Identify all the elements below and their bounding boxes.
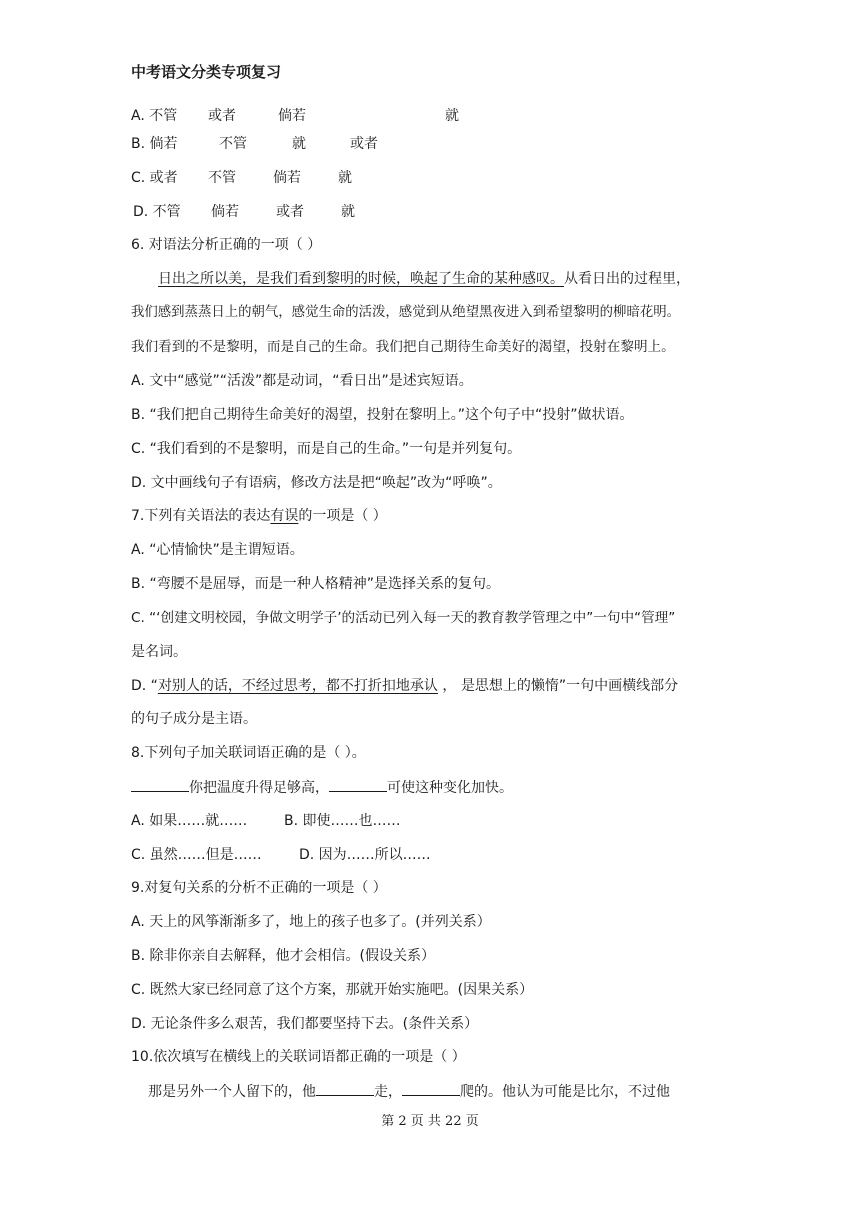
q5-a-word-3: 倘若 bbox=[278, 108, 306, 124]
q5-b-word-1: B. 倘若 bbox=[131, 136, 178, 152]
q10-passage bbox=[148, 1081, 670, 1102]
q6-passage-line-3: 我们看到的不是黎明，而是自己的生命。我们把自己期待生命美好的渴望，投射在黎明上。 bbox=[131, 339, 675, 355]
q9-option-c: C. 既然大家已经同意了这个方案，那就开始实施吧。(因果关系） bbox=[131, 982, 534, 998]
q6-option-b: B. “我们把自己期待生命美好的渴望，投射在黎明上。”这个句子中“投射”做状语。 bbox=[131, 407, 634, 423]
q8-sentence-mid: 你把温度升得足够高， bbox=[189, 780, 329, 796]
q5-a-word-4: 就 bbox=[445, 108, 459, 124]
q7-d-underlined: 对别人的话，不经过思考，都不打折扣地承认 bbox=[157, 678, 438, 694]
q10-passage-end: 爬的。他认为可能是比尔，不过他 bbox=[460, 1084, 670, 1100]
q5-d-word-3: 或者 bbox=[276, 204, 304, 220]
q7-stem bbox=[131, 506, 387, 526]
q7-d-end: ， 是思想上的懒惰”一句中画横线部分 bbox=[437, 678, 679, 694]
q6-passage-line-1 bbox=[158, 269, 690, 289]
q10-passage-mid: 走， bbox=[374, 1084, 402, 1100]
q5-b-word-4: 或者 bbox=[350, 136, 378, 152]
q5-d-word-4: 就 bbox=[341, 204, 355, 220]
q5-d-word-1: D. 不管 bbox=[133, 204, 181, 220]
q8-blank-2 bbox=[329, 777, 387, 792]
q9-option-d: D. 无论条件多么艰苦，我们都要坚持下去。(条件关系） bbox=[131, 1016, 479, 1032]
q10-stem: 10.依次填写在横线上的关联词语都正确的一项是（ ） bbox=[131, 1049, 466, 1065]
q10-blank-2 bbox=[402, 1081, 460, 1096]
q9-option-a: A. 天上的风筝渐渐多了，地上的孩子也多了。(并列关系） bbox=[131, 914, 491, 930]
q6-option-c: C. “我们看到的不是黎明，而是自己的生命。”一句是并列复句。 bbox=[131, 441, 522, 457]
q7-stem-end: 的一项是（ ） bbox=[298, 508, 387, 524]
q8-blank-1 bbox=[131, 777, 189, 792]
q7-option-a: A. “心情愉快”是主谓短语。 bbox=[131, 542, 304, 558]
page-header-title: 中考语文分类专项复习 bbox=[131, 63, 282, 81]
page-footer: 第 2 页 共 22 页 bbox=[381, 1114, 479, 1129]
q5-b-word-2: 不管 bbox=[219, 136, 247, 152]
q7-option-d-line-2: 的句子成分是主语。 bbox=[131, 711, 257, 727]
q7-option-c-line-1: C. “‘创建文明校园，争做文明学子’的活动已列入每一天的教育教学管理之中”一句中“管理” bbox=[131, 610, 676, 626]
q7-option-c-line-2: 是名词。 bbox=[131, 644, 187, 660]
q5-b-word-3: 就 bbox=[292, 136, 306, 152]
q5-a-word-1: A. 不管 bbox=[131, 108, 178, 124]
q8-stem: 8.下列句子加关联词语正确的是（ ）。 bbox=[131, 745, 366, 761]
q5-a-word-2: 或者 bbox=[208, 108, 236, 124]
q6-underlined-sentence: 日出之所以美，是我们看到黎明的时候，唤起了生命的某种感叹。 bbox=[158, 271, 564, 287]
q5-c-word-2: 不管 bbox=[208, 170, 236, 186]
q7-d-start: D. “ bbox=[131, 678, 158, 694]
q8-option-c: C. 虽然……但是…… bbox=[131, 847, 262, 863]
q8-option-d: D. 因为……所以…… bbox=[299, 847, 431, 863]
q5-d-word-2: 倘若 bbox=[211, 204, 239, 220]
q6-option-d: D. 文中画线句子有语病，修改方法是把“唤起”改为“呼唤”。 bbox=[131, 475, 502, 491]
q8-sentence bbox=[131, 777, 513, 798]
q6-passage-line-2: 我们感到蒸蒸日上的朝气，感觉生命的活泼，感觉到从绝望黑夜进入到希望黎明的柳暗花明。 bbox=[131, 305, 681, 320]
q6-stem: 6. 对语法分析正确的一项（ ） bbox=[131, 237, 322, 253]
q7-stem-start: 7.下列有关语法的表达 bbox=[131, 508, 271, 524]
q5-c-word-3: 倘若 bbox=[273, 170, 301, 186]
q8-option-a: A. 如果……就…… bbox=[131, 813, 248, 829]
q6-passage-line-1-rest: 从看日出的过程里， bbox=[564, 271, 690, 287]
q5-c-word-4: 就 bbox=[338, 170, 352, 186]
q7-option-b: B. “弯腰不是屈辱，而是一种人格精神”是选择关系的复句。 bbox=[131, 576, 501, 592]
q8-sentence-end: 可使这种变化加快。 bbox=[387, 780, 513, 796]
q9-stem: 9.对复句关系的分析不正确的一项是（ ） bbox=[131, 880, 387, 896]
q7-stem-underlined: 有误 bbox=[270, 508, 299, 524]
q7-option-d-line-1 bbox=[131, 676, 678, 696]
q5-c-word-1: C. 或者 bbox=[131, 170, 178, 186]
q8-option-b: B. 即使……也…… bbox=[284, 813, 401, 829]
q10-blank-1 bbox=[316, 1081, 374, 1096]
q6-option-a: A. 文中“感觉”“活泼”都是动词，“看日出”是述宾短语。 bbox=[131, 373, 473, 389]
q10-passage-start: 那是另外一个人留下的，他 bbox=[148, 1084, 316, 1100]
q9-option-b: B. 除非你亲自去解释，他才会相信。(假设关系） bbox=[131, 948, 435, 964]
